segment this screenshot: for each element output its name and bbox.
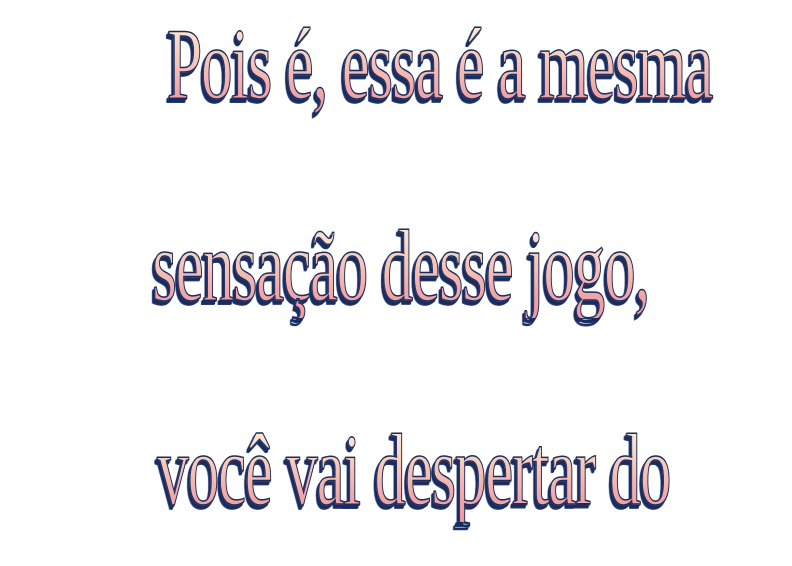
caption-line-3 — [0, 414, 792, 527]
caption-line-2 — [0, 210, 792, 323]
caption-line-2-text: sensação desse jogo, — [152, 210, 650, 323]
caption-line-3-text: você vai despertar do — [157, 414, 671, 527]
caption-line-1 — [0, 8, 792, 121]
caption-line-1-text: Pois é, essa é a mesma — [167, 8, 713, 121]
